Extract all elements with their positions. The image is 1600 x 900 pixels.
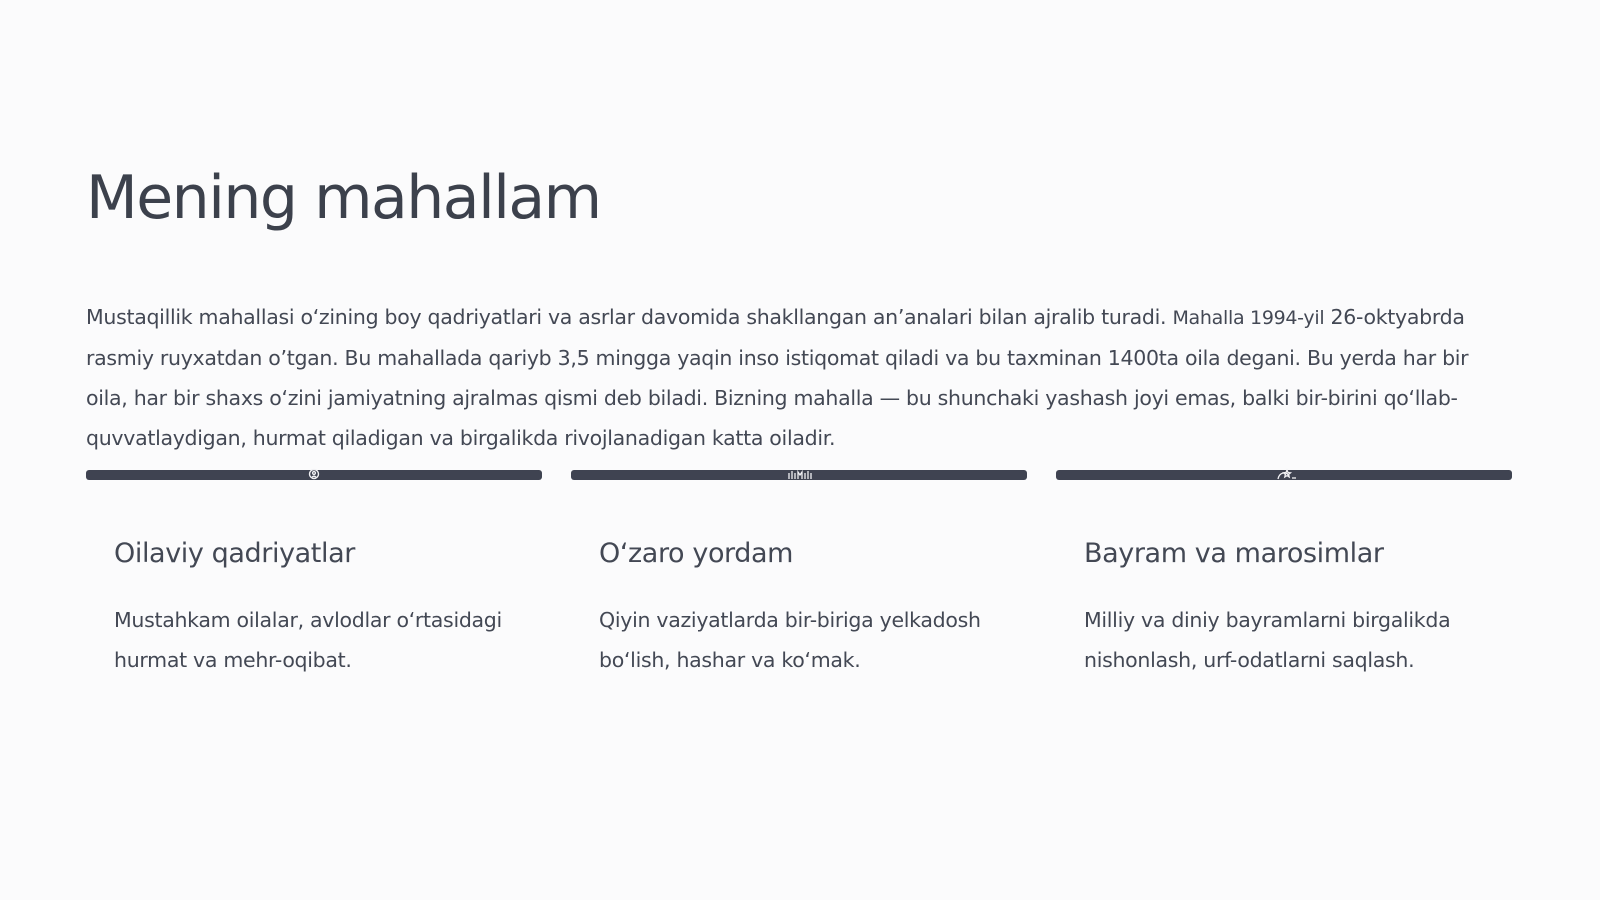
intro-text-part-2: Mahalla 1994-yil (1172, 307, 1325, 329)
card-description: Milliy va diniy bayramlarni birgalikda nishonlash, urf-odatlarni saqlash. (1084, 608, 1451, 672)
family-icon (300, 464, 328, 480)
page-title: Mening mahallam (86, 163, 601, 233)
card-family-values (86, 470, 542, 730)
celebration-icon (1270, 464, 1298, 480)
card-description: Qiyin vaziyatlarda bir-biriga yelkadosh bo‘lish, hashar va ko‘mak. (599, 608, 981, 672)
card-celebrations (1056, 470, 1512, 730)
intro-paragraph (86, 297, 1516, 458)
card-title: Oilaviy qadriyatlar (114, 538, 355, 569)
card-description: Mustahkam oilalar, avlodlar o‘rtasidagi hurmat va mehr-oqibat. (114, 608, 502, 672)
card-title: Bayram va marosimlar (1084, 538, 1384, 569)
card-mutual-help (571, 470, 1027, 730)
intro-text-part-3: 26-oktyabrda rasmiy ruyxatdan o’tgan. Bu mahallada qariyb 3,5 mingga yaqin inso istiqomat qiladi va bu taxminan 1400ta oila degani. Bu yerda har bir oila, har bir shaxs o‘zini jamiyatning ajralmas qismi deb biladi. Bizning mahalla — bu shunchaki yashash joyi emas, balki bir-birini qo‘llab-quvvatlaydigan, hurmat qiladigan va birgalikda rivojlanadigan katta oiladir. (86, 305, 1469, 450)
helping-hands-icon (785, 464, 813, 480)
card-title: O‘zaro yordam (599, 538, 794, 569)
intro-text-part-1: Mustaqillik mahallasi o‘zining boy qadriyatlari va asrlar davomida shakllangan an’analari bilan ajralib turadi. (86, 305, 1173, 329)
feature-cards (86, 470, 1512, 730)
